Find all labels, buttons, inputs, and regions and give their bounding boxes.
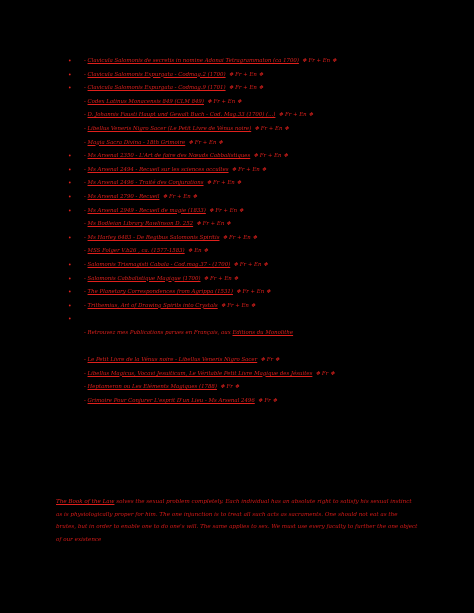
- dash: -: [84, 289, 88, 296]
- dash: -: [84, 139, 88, 146]
- grimoire-item: [66, 300, 466, 314]
- dash: -: [84, 302, 88, 309]
- language-tags: ❖ Fr ❖: [315, 370, 335, 377]
- dash: -: [84, 166, 88, 173]
- grimoire-link[interactable]: Codex Latinus Monacensis 849 (CLM 849): [87, 98, 204, 105]
- bullet-icon: •: [68, 153, 72, 161]
- grimoire-item: [66, 259, 466, 273]
- grimoire-item: [66, 164, 466, 178]
- publication-link[interactable]: Libellus Magicus, Vocavi Jesuiticum, Le Véritable Petit Livre Magique des Jésuites: [87, 370, 313, 377]
- language-tags: ❖ Fr ❖: [260, 357, 280, 364]
- grimoire-item: [66, 245, 466, 259]
- dash: -: [84, 370, 88, 377]
- bullet-icon: •: [68, 207, 72, 215]
- language-tags: ❖ Fr + En ❖: [235, 289, 271, 296]
- bullet-icon: •: [68, 166, 72, 174]
- grimoire-link[interactable]: Trithemius, Art of Drawing Spirits into Crystals: [87, 302, 218, 309]
- language-tags: ❖ Fr + En ❖: [188, 139, 223, 146]
- grimoire-link[interactable]: Ms Arsenal 2496 - Traité des Conjurations: [87, 180, 204, 187]
- dash: -: [84, 85, 88, 92]
- grimoire-link[interactable]: Ms Harley 6483 - De Regibus Salomonis Spiritis: [87, 234, 220, 241]
- grimoire-link[interactable]: Salomonis Cabbalistique Magique (1700): [87, 275, 201, 282]
- grimoire-item: [66, 218, 466, 232]
- language-tags: ❖ Fr + En ❖: [301, 58, 337, 64]
- language-tags: ❖ Fr + En ❖: [254, 125, 289, 132]
- footer-text: solves the sexual problem completely. Each individual has an absolute right to satisfy his sexual instinct as is physiologically proper for him. The one injunction is to treat all such acts as sacraments. One should not eat as the brutes, but in order to enable one to do one's will. The same applies to sex. We must use every faculty to further the one object of our existence: [56, 499, 418, 543]
- grimoire-link[interactable]: MSS Folger V.b26 , ca. (1577-1583): [87, 248, 185, 255]
- bullet-icon: •: [68, 85, 72, 93]
- retrouvez-text: Retrouvez mes Publications parues en Français, aux: [87, 329, 233, 336]
- bullet-icon: •: [68, 261, 72, 269]
- dash: -: [84, 248, 88, 255]
- dash: -: [84, 275, 88, 282]
- dash: -: [84, 153, 88, 160]
- publication-item: [66, 354, 466, 368]
- dash: -: [84, 357, 88, 364]
- empty-bullet-item: [66, 313, 466, 327]
- grimoire-link[interactable]: Clavicula Salomonis Expurgata - Codmag.2 (1700): [87, 71, 226, 78]
- language-tags: ❖ Fr + En ❖: [231, 166, 267, 173]
- publication-item: [66, 395, 466, 409]
- grimoire-item: [66, 69, 466, 83]
- grimoire-item: [66, 273, 466, 287]
- language-tags: ❖ Fr + En ❖: [162, 193, 198, 200]
- editions-monolithe-link[interactable]: Editions du Monolithe: [232, 329, 294, 336]
- grimoire-link[interactable]: Libellus Veneris Nigro Sacer (Le Petit Livre de Vénus noire): [87, 125, 252, 132]
- retrouvez-line: [66, 327, 466, 341]
- dash: -: [84, 125, 88, 132]
- grimoire-item: [66, 55, 466, 69]
- grimoire-item: [66, 137, 466, 151]
- grimoire-link[interactable]: Ms Arsenal 2494 - Recueil sur les sciences occultes: [87, 166, 229, 173]
- grimoire-link[interactable]: Clavicula Salomonis Expurgata - Codmag.9 (1701): [87, 85, 226, 92]
- language-tags: ❖ Fr ❖: [219, 384, 240, 391]
- grimoire-link[interactable]: Ms Arsenal 2790 - Recueil: [87, 193, 160, 200]
- grimoire-item: [66, 109, 466, 123]
- bullet-icon: •: [68, 58, 72, 65]
- grimoire-link[interactable]: Salomonis Trismagisti Cabala - Cod.mag.37 - (1700): [87, 261, 231, 268]
- footer-quote: [56, 496, 418, 546]
- bullet-icon: •: [68, 193, 72, 201]
- language-tags: ❖ Fr ❖: [257, 397, 278, 404]
- bullet-icon: •: [68, 180, 72, 188]
- grimoire-link[interactable]: D. Johannis Fausti Haupt und Gewalt Buch - Cod. Mag.33 (1700) (...): [87, 112, 276, 119]
- publication-item: [66, 381, 466, 395]
- publication-item: [66, 368, 466, 382]
- grimoire-link[interactable]: Clavicula Salomonis de secretis in nomine Adonai Tetragrammaton (ca 1700): [87, 58, 299, 64]
- publication-link[interactable]: Grimoire Pour Conjurer L'esprit D'un Lieu - Ms Arsenal 2496: [87, 397, 255, 404]
- language-tags: ❖ Fr + En ❖: [278, 112, 314, 119]
- grimoire-item: [66, 177, 466, 191]
- language-tags: ❖ Fr + En ❖: [233, 261, 269, 268]
- language-tags: ❖ Fr + En ❖: [228, 85, 264, 92]
- dash: -: [84, 221, 88, 228]
- publication-link[interactable]: Heptameron ou Les Eléments Magiques (1788): [87, 384, 217, 391]
- language-tags: ❖ Fr + En ❖: [253, 153, 289, 160]
- language-tags: ❖ Fr + En ❖: [203, 275, 239, 282]
- language-tags: ❖ Fr + En ❖: [208, 207, 244, 214]
- dash: -: [84, 207, 88, 214]
- dash: -: [84, 112, 88, 119]
- dash: -: [84, 71, 88, 78]
- footer-book-link[interactable]: The Book of the Law: [56, 499, 115, 505]
- bullet-icon: •: [68, 234, 72, 242]
- grimoire-item: [66, 150, 466, 164]
- publication-link[interactable]: Le Petit Livre de la Vénus noire - Libellus Veneris Nigro Sacer: [87, 357, 258, 364]
- dash: -: [84, 58, 88, 64]
- language-tags: ❖ Fr + En ❖: [206, 180, 242, 187]
- bullet-icon: •: [68, 289, 72, 297]
- grimoire-link[interactable]: Ms Arsenal 2350 - L'Art de faire des Nœuds Cabbalistiques: [87, 153, 251, 160]
- dash: -: [84, 384, 88, 391]
- grimoire-item: [66, 191, 466, 205]
- dash: -: [84, 397, 88, 404]
- grimoire-link[interactable]: Magia Sacra Divina - 18th Grimoire: [87, 139, 186, 146]
- language-tags: ❖ Fr + En ❖: [222, 234, 258, 241]
- grimoire-item: [66, 82, 466, 96]
- dash: -: [84, 98, 88, 105]
- grimoire-link[interactable]: Ms Arsenal 2949 - Recueil de magie (1833): [87, 207, 206, 214]
- grimoire-item: [66, 205, 466, 219]
- bullet-icon: •: [68, 316, 72, 324]
- language-tags: ❖ Fr + En ❖: [206, 98, 242, 105]
- grimoire-item: [66, 96, 466, 110]
- grimoire-item: [66, 232, 466, 246]
- grimoire-item: [66, 123, 466, 137]
- bullet-icon: •: [68, 302, 72, 310]
- grimoire-link[interactable]: The Planetary Correspondences from Agrippa (1531): [87, 289, 233, 296]
- language-tags: ❖ En ❖: [187, 248, 209, 255]
- bullet-icon: •: [68, 275, 72, 283]
- dash: -: [84, 261, 88, 268]
- language-tags: ❖ Fr + En ❖: [196, 221, 231, 228]
- dash: -: [84, 329, 88, 336]
- spacer: [66, 340, 466, 354]
- grimoire-list: [66, 55, 466, 408]
- grimoire-item: [66, 286, 466, 300]
- dash: -: [84, 234, 88, 241]
- bullet-icon: •: [68, 71, 72, 79]
- grimoire-link[interactable]: Ms Bodleian Library Rawlinson D. 252: [87, 221, 194, 228]
- language-tags: ❖ Fr + En ❖: [220, 302, 256, 309]
- dash: -: [84, 193, 88, 200]
- language-tags: ❖ Fr + En ❖: [228, 71, 264, 78]
- dash: -: [84, 180, 88, 187]
